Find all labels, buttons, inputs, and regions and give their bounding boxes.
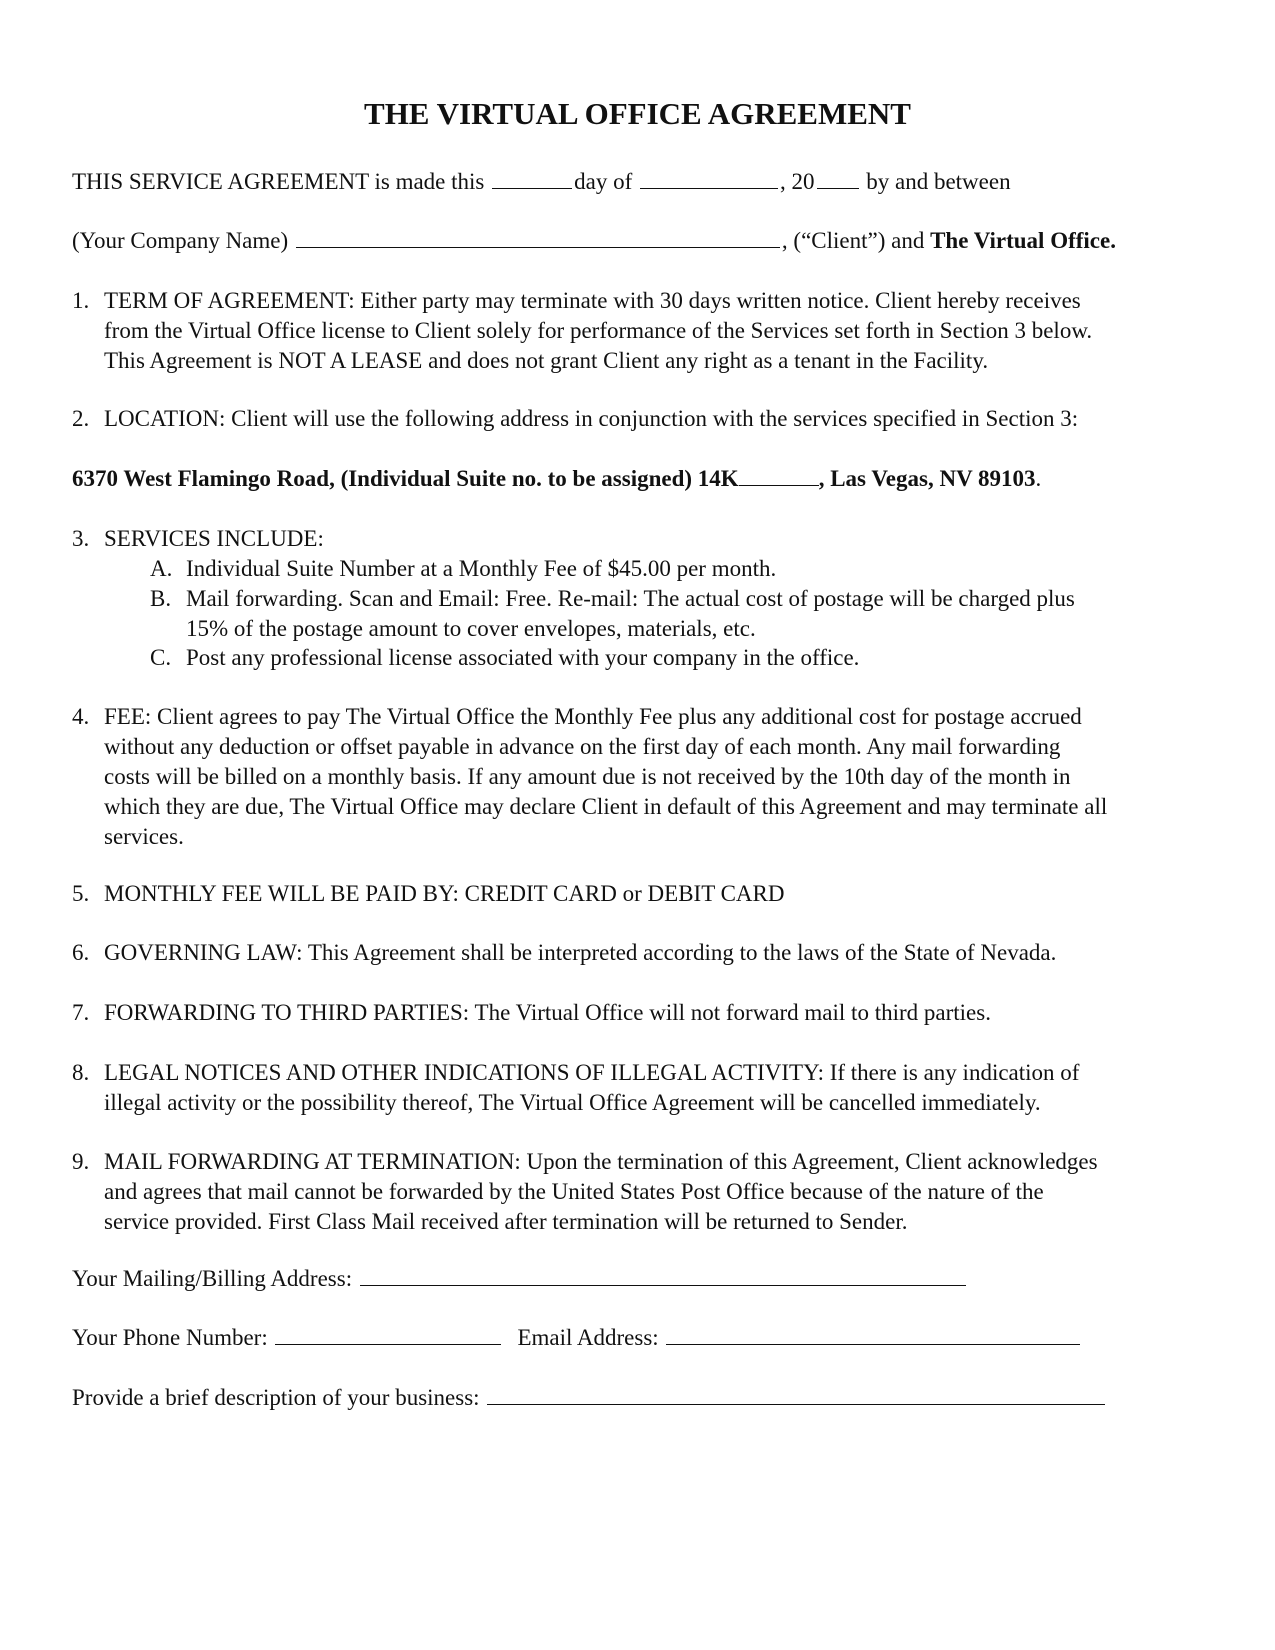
service-item-letter: B.: [150, 586, 172, 611]
section-8-line: LEGAL NOTICES AND OTHER INDICATIONS OF ILLEGAL ACTIVITY: If there is any indication of: [104, 1060, 1080, 1085]
month-blank-field[interactable]: [640, 168, 778, 189]
section-1-line: from the Virtual Office license to Client solely for performance of the Services set forth in Section 3 below.: [104, 318, 1093, 343]
section-8-number: 8.: [72, 1060, 90, 1085]
intro-line-2: [72, 226, 1116, 256]
business-description-field[interactable]: [487, 1384, 1105, 1405]
day-blank-field[interactable]: [492, 168, 572, 189]
section-2-number: 2.: [72, 406, 90, 431]
company-name-bold: The Virtual Office.: [930, 228, 1116, 253]
service-item-line: Individual Suite Number at a Monthly Fee of $45.00 per month.: [186, 556, 777, 581]
section-4-text: [104, 702, 1204, 852]
section-5-text: MONTHLY FEE WILL BE PAID BY: CREDIT CARD or DEBIT CARD: [104, 881, 785, 906]
company-name-blank-field[interactable]: [296, 227, 780, 248]
section-9-line: MAIL FORWARDING AT TERMINATION: Upon the termination of this Agreement, Client acknowledges: [104, 1149, 1098, 1174]
section-9-line: and agrees that mail cannot be forwarded by the United States Post Office because of the nature of the: [104, 1179, 1044, 1204]
phone-number-label: Your Phone Number:: [72, 1325, 274, 1350]
section-9-line: service provided. First Class Mail received after termination will be returned to Sender.: [104, 1209, 908, 1234]
intro-text: THIS SERVICE AGREEMENT is made this: [72, 169, 491, 194]
service-item-a: [186, 554, 1196, 584]
email-address-label: Email Address:: [517, 1325, 665, 1350]
section-4-number: 4.: [72, 704, 90, 729]
section-1-number: 1.: [72, 288, 90, 313]
intro-line-1: [72, 167, 1011, 197]
service-item-line: Post any professional license associated with your company in the office.: [186, 645, 860, 670]
intro-text: day of: [574, 169, 638, 194]
section-2-text: LOCATION: Client will use the following address in conjunction with the services specified in Section 3:: [104, 406, 1079, 431]
section-4-line: services.: [104, 824, 184, 849]
service-item-letter: C.: [150, 645, 172, 670]
address-line: [72, 464, 1041, 494]
business-description-label: Provide a brief description of your business:: [72, 1385, 486, 1410]
mailing-address-label: Your Mailing/Billing Address:: [72, 1266, 358, 1291]
phone-number-field[interactable]: [275, 1324, 501, 1345]
section-4-line: costs will be billed on a monthly basis. If any amount due is not received by the 10th day of the month in: [104, 764, 1071, 789]
service-item-letter: A.: [150, 556, 173, 581]
address-period: .: [1035, 466, 1042, 491]
page-title: THE VIRTUAL OFFICE AGREEMENT: [364, 96, 911, 131]
section-3-heading: SERVICES INCLUDE:: [104, 526, 324, 551]
intro-text: by and between: [860, 169, 1011, 194]
section-1-line: This Agreement is NOT A LEASE and does not grant Client any right as a tenant in the Facility.: [104, 348, 989, 373]
contact-row: [72, 1323, 1082, 1353]
intro-text: , 20: [780, 169, 815, 194]
section-7-text: FORWARDING TO THIRD PARTIES: The Virtual Office will not forward mail to third parties.: [104, 1000, 991, 1025]
suite-number-blank-field[interactable]: [739, 465, 819, 486]
section-1-line: TERM OF AGREEMENT: Either party may terminate with 30 days written notice. Client hereby receives: [104, 288, 1081, 313]
address-text: , Las Vegas, NV 89103: [818, 466, 1036, 491]
section-8-line: illegal activity or the possibility thereof, The Virtual Office Agreement will be cancelled immediately.: [104, 1090, 1041, 1115]
service-item-c: [186, 643, 1196, 673]
section-1-text: [104, 286, 1204, 376]
section-3-number: 3.: [72, 526, 90, 551]
address-text: 6370 West Flamingo Road, (Individual Suite no. to be assigned) 14K: [72, 466, 739, 491]
business-description-row: [72, 1383, 1107, 1413]
mailing-address-field[interactable]: [360, 1265, 966, 1286]
section-9-number: 9.: [72, 1149, 90, 1174]
company-name-label: (Your Company Name): [72, 228, 294, 253]
section-6-text: GOVERNING LAW: This Agreement shall be interpreted according to the laws of the State of Nevada.: [104, 940, 1057, 965]
service-item-b: [186, 584, 1196, 644]
section-5-number: 5.: [72, 881, 90, 906]
section-6-number: 6.: [72, 940, 90, 965]
year-blank-field[interactable]: [817, 168, 859, 189]
section-4-line: which they are due, The Virtual Office may declare Client in default of this Agreement and may terminate all: [104, 794, 1108, 819]
intro-text: , (“Client”) and: [781, 228, 931, 253]
section-4-line: FEE: Client agrees to pay The Virtual Office the Monthly Fee plus any additional cost for postage accrued: [104, 704, 1082, 729]
email-address-field[interactable]: [666, 1324, 1080, 1345]
service-item-line: Mail forwarding. Scan and Email: Free. Re-mail: The actual cost of postage will be charged plus: [186, 586, 1075, 611]
mailing-address-row: [72, 1264, 968, 1294]
service-item-line: 15% of the postage amount to cover envelopes, materials, etc.: [186, 616, 756, 641]
section-9-text: [104, 1147, 1204, 1237]
section-8-text: [104, 1058, 1204, 1118]
section-4-line: without any deduction or offset payable in advance on the first day of each month. Any mail forwarding: [104, 734, 1061, 759]
section-7-number: 7.: [72, 1000, 90, 1025]
